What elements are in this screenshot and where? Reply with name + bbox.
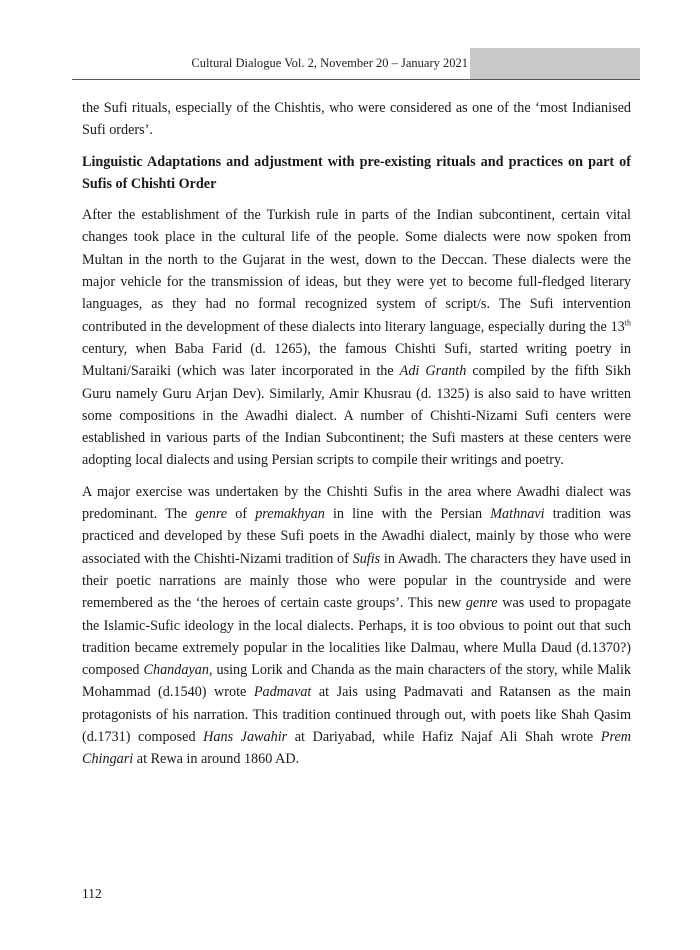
paragraph-linguistic-changes	[82, 204, 631, 472]
text-run: in Awadh. The characters they have used in their poetic narrations are mainly those who were popular in the countryside and were remembered as the ‘the heroes of certain caste groups’. This new	[82, 550, 632, 612]
paragraph-continuation: the Sufi rituals, especially of the Chishtis, who were considered as one of the ‘most Indianised Sufi orders’.	[82, 100, 631, 139]
italic-term: genre	[465, 595, 498, 612]
running-header	[72, 48, 640, 80]
italic-term: Mathnavi	[490, 506, 545, 523]
text-run: using Lorik and Chanda as the main characters of the story, while Malik Mohammad (d.1540) wrote	[82, 662, 631, 701]
section-heading: Linguistic Adaptations and adjustment with pre-existing rituals and practices on part of Sufis of Chishti Order	[82, 153, 631, 192]
italic-term: genre	[195, 506, 228, 523]
italic-term: Prem Chingari	[82, 729, 631, 768]
italic-term: Sufis	[352, 550, 381, 567]
ordinal-superscript: th	[624, 317, 631, 327]
journal-title: Cultural Dialogue Vol. 2, November 20 – January 2021	[191, 56, 468, 70]
paragraph-awadhi-tradition	[82, 481, 631, 771]
page-number: 112	[82, 886, 102, 901]
text-run: century, when Baba Farid (d. 1265), the famous Chishti Sufi, started writing poetry in Multani/Saraiki (which was later incorporated in the	[82, 340, 631, 380]
text-run: A major exercise was undertaken by the Chishti Sufis in the area where Awadhi dialect was predominant. The	[82, 483, 631, 523]
italic-term: Padmavat	[253, 684, 312, 701]
text-run: of	[227, 506, 256, 523]
italic-term: Hans Jawahir	[203, 729, 288, 746]
text-run: compiled by the fifth Sikh Guru namely Guru Arjan Dev). Similarly, Amir Khusrau (d. 1325) is also said to have written some compositions in the Awadhi dialect. A number of Chishti-Nizami Sufi centers were established in various parts of the Indian Subcontinent; the Sufi masters at these centers were adopting local dialects and using Persian scripts to compile their writings and poetry.	[82, 363, 632, 469]
text-run: After the establishment of the Turkish rule in parts of the Indian subcontinent, certain vital changes took place in the cultural life of the people. Some dialects were now spoken from Multan in the north to the Gujarat in the west, down to the Deccan. These dialects were the major vehicle for the transmission of ideas, but they were yet to become full-fledged literary languages, as they had no formal recognized system of script/s. The Sufi intervention contributed in the development of these dialects into literary language, especially during the 13	[82, 207, 631, 335]
text-run: was used to propagate the Islamic-Sufic ideology in the local dialects. Perhaps, it is too obvious to point out that such tradition became extremely popular in the localities like Dalmau, where Mulla Daud (d.1370?) composed	[82, 595, 631, 679]
italic-term: premakhyan	[255, 506, 325, 523]
text-run: at Rewa in around 1860 AD.	[133, 751, 300, 768]
text-run: tradition was practiced and developed by these Sufi poets in the Awadhi dialect, mainly by those who were associated with the Chishti-Nizami tradition of	[82, 506, 632, 567]
header-shaded-block	[470, 48, 640, 79]
text-run: at Dariyabad, while Hafiz Najaf Ali Shah wrote	[287, 729, 601, 746]
italic-term: Chandayan,	[143, 662, 213, 679]
text-run: in line with the Persian	[324, 506, 491, 523]
text-run: at Jais using Padmavati and Ratansen as the main protagonists of his narration. This tradition continued through out, with poets like Shah Qasim (d.1731) composed	[82, 684, 631, 746]
page-body	[82, 97, 631, 780]
italic-term: Adi Granth	[399, 363, 467, 380]
